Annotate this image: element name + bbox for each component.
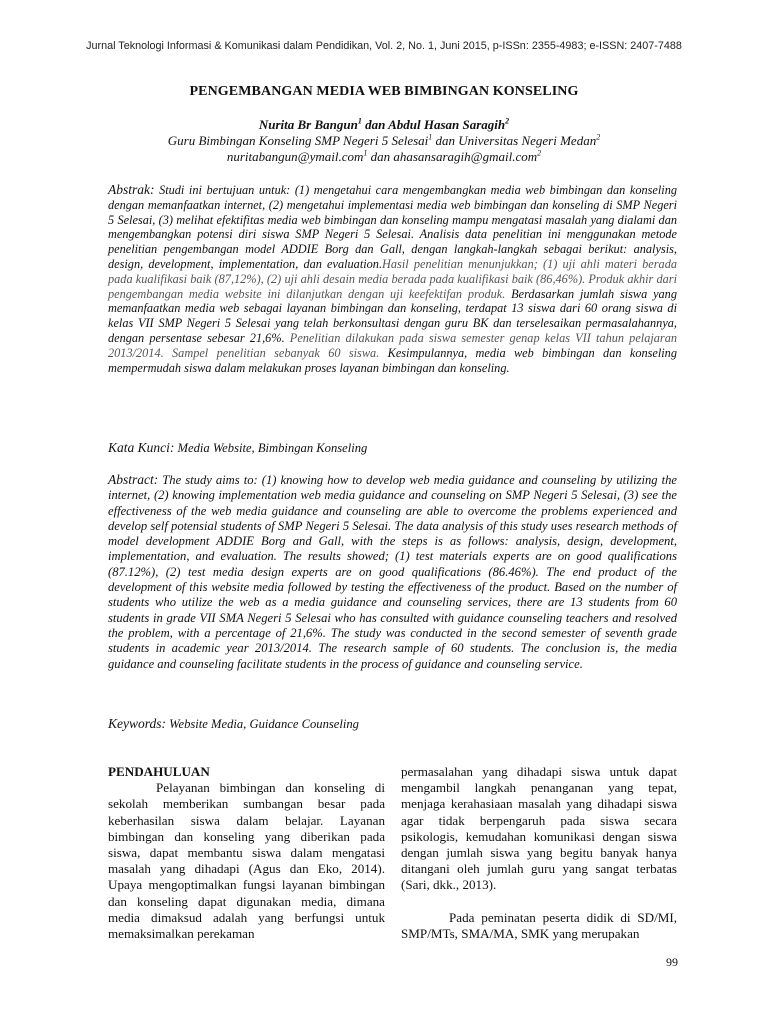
email-2: dan ahasansaragih@gmail.com	[367, 149, 538, 164]
section-heading-pendahuluan: PENDAHULUAN	[108, 764, 210, 779]
body-paragraph: Pelayanan bimbingan dan konseling di sekolah memberikan sumbangan besar pada keberhasilan siswa dalam belajar. Layanan bimbingan dan konseling yang diberikan pada siswa, dapat membantu siswa dalam mengatasi masalah yang dihadapi (Agus dan Eko, 2014). Upaya mengoptimalkan fungsi layanan bimbingan dan konseling dapat digunakan media, dimana media dimaksud adalah yang berfungsi untuk memaksimalkan perekaman	[108, 780, 385, 942]
email-2-marker: 2	[537, 148, 542, 158]
abstrak-indonesian	[108, 183, 677, 375]
email-1: nuritabangun@ymail.com	[226, 149, 364, 164]
page-number: 99	[666, 955, 678, 969]
abstract-english	[108, 472, 677, 672]
abstract-label: Abstract:	[108, 472, 159, 487]
kata-kunci-text: Media Website, Bimbingan Konseling	[174, 441, 368, 455]
author-2: dan Abdul Hasan Saragih	[361, 117, 506, 132]
author-1-marker: 1	[357, 116, 362, 126]
paragraph-spacer	[401, 894, 677, 910]
author-2-marker: 2	[505, 116, 510, 126]
paper-authors	[0, 117, 768, 133]
abstrak-text-1: Studi ini bertujuan untuk: (1) mengetahui cara mengembangkan media web bimbingan dan konseling dengan memanfaatkan internet, (2) mengetahui implementasi media web bimbingan dan konseling di SMP Negeri 5 Selesai, (3) melihat efektifitas media web bimbingan dan konseling mampu mengatasi masalah yang dialami dan mengembangkan potensi diri siswa SMP Negeri 5 Selesai. Analisis data penelitian ini menggunakan metode penelitian pengembangan model ADDIE Borg dan Gall, dengan langkah-langkah sebagai berikut: analysis, design, development, implementation, dan evaluation.	[108, 183, 677, 271]
paper-title: PENGEMBANGAN MEDIA WEB BIMBINGAN KONSELING	[189, 84, 579, 99]
keywords	[108, 716, 677, 732]
keywords-text: Website Media, Guidance Counseling	[166, 717, 359, 731]
abstrak-text-3: Berdasarkan jumlah siswa yang memanfaatkan media web sebagai layanan bimbingan dan konseling, terdapat 13 siswa dari 60 orang siswa di kelas VII SMP Negeri 5 Selesai yang telah berkonsultasi dengan guru BK dan terselesaikan permasalahannya, dengan persentase sebesar 21,6%.	[108, 286, 677, 345]
email-1-marker: 1	[363, 148, 368, 158]
abstrak-text-2: Hasil penelitian menunjukkan; (1) uji ahli materi berada pada kualifikasi baik (87,12%), (2) uji ahli desain media berada pada kualifikasi baik (86,46%). Produk akhir dari pengembangan media website ini dilanjutkan dengan uji keefektifan produk.	[108, 256, 677, 301]
author-1: Nurita Br Bangun	[258, 117, 358, 132]
affiliation-2-marker: 2	[596, 132, 601, 142]
body-column-right	[401, 764, 677, 942]
kata-kunci-label: Kata Kunci:	[108, 440, 175, 455]
keywords-label: Keywords:	[108, 716, 166, 731]
journal-header: Jurnal Teknologi Informasi & Komunikasi dalam Pendidikan, Vol. 2, No. 1, Juni 2015, p-ISSn: 2355-4983; e-ISSN: 2407-7488	[86, 40, 682, 52]
abstract-text: The study aims to: (1) knowing how to develop web media guidance and counseling by utilizing the internet, (2) knowing implementation web media guidance and counseling on SMP Negeri 5 Selesai, (3) see the effectiveness of the web media guidance and counseling are able to overcome the problems experienced and develop self potensial students of SMP Negeri 5 Selesai. The data analysis of this study uses research methods of model development ADDIE Borg and Gall, with the steps is as follows: analysis, design, development, implementation, and evaluation. The results showed; (1) test materials experts are on good qualifications (87.12%), (2) test media design experts are on good qualifications (86.46%). The end product of the development of this website media followed by testing the effectiveness of the product. Based on the number of students who utilize the web as a media guidance and counseling services, there are 13 students from 60 students in grade VII SMA Negeri 5 Selesai who has consulted with guidance counseling teachers and resolved the problem, with a percentage of 21,6%. The study was conducted in the second semester of seventh grade students in academic year 2013/2014. The research sample of 60 students. The conclusion is, the media guidance and counseling facilitate students in the process of guidance and counseling service.	[108, 473, 677, 671]
affiliation-1-marker: 1	[428, 132, 433, 142]
body-paragraph: permasalahan yang dihadapi siswa untuk dapat mengambil langkah penanganan yang tepat, menjaga kerahasiaan masalah yang dihadapi siswa agar tidak berpengaruh pada siswa secara psikologis, kemudahan komunikasi dengan siswa dengan jumlah siswa yang begitu banyak hanya ditangani oleh jumlah guru yang sangat terbatas (Sari, dkk., 2013).	[401, 764, 677, 893]
affiliation-1: Guru Bimbingan Konseling SMP Negeri 5 Selesai	[167, 133, 429, 148]
abstrak-label: Abstrak:	[108, 182, 155, 197]
kata-kunci	[108, 440, 677, 456]
abstrak-text-5: Kesimpulannya, media web bimbingan dan konseling mempermudah siswa dalam melakukan proses layanan bimbingan dan konseling.	[108, 345, 677, 375]
author-emails	[0, 149, 768, 165]
body-column-left	[108, 764, 385, 942]
body-paragraph: Pada peminatan peserta didik di SD/MI, SMP/MTs, SMA/MA, SMK yang merupakan	[401, 909, 677, 941]
abstrak-text-4: Penelitian dilakukan pada siswa semester genap kelas VII tahun pelajaran 2013/2014. Sampel penelitian sebanyak 60 siswa.	[108, 330, 677, 360]
author-affiliations	[0, 133, 768, 149]
affiliation-2: dan Universitas Negeri Medan	[432, 133, 597, 148]
